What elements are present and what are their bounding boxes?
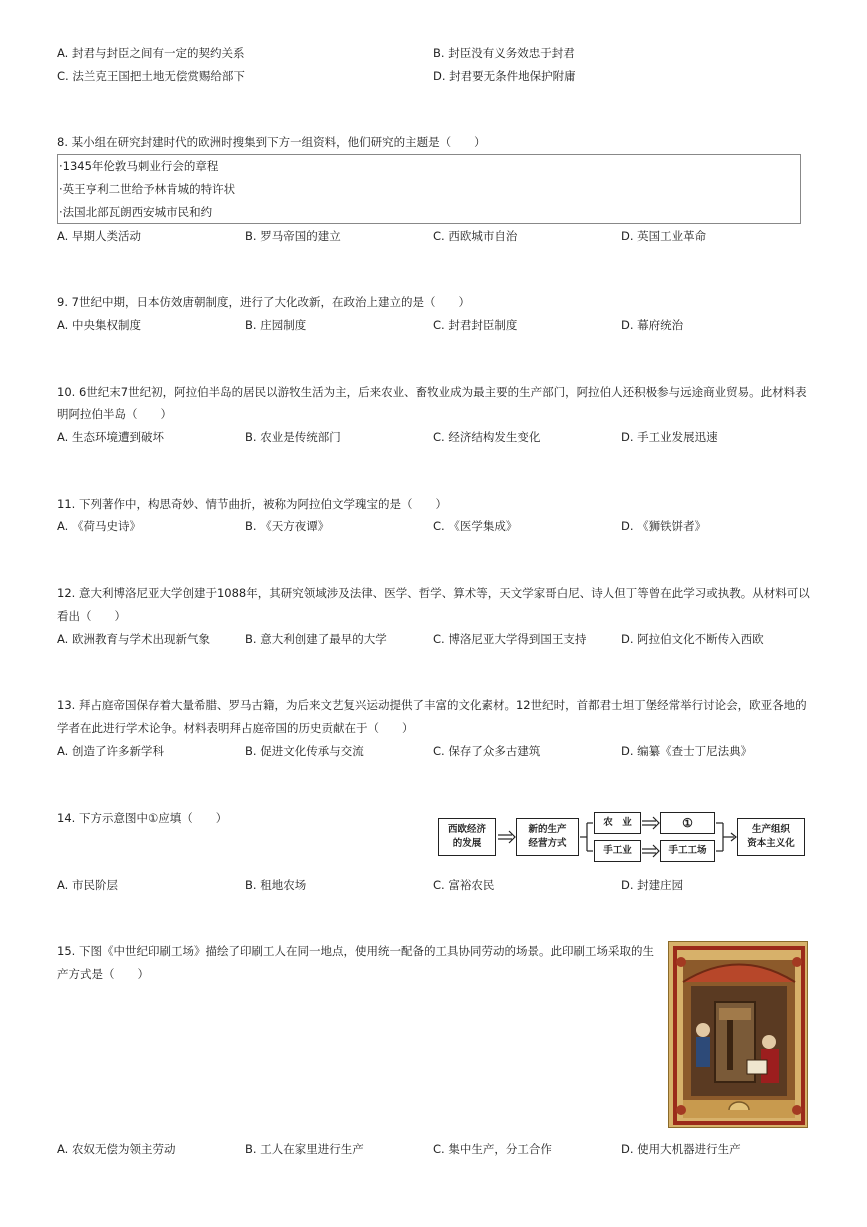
q8-material-3: ·法国北部瓦朗西安城市民和约 bbox=[59, 205, 213, 219]
q15-stem-line1: 15. 下图《中世纪印刷工场》描绘了印刷工人在同一地点，使用统一配备的工具协同劳动的场景。此印刷工场采取的生 bbox=[57, 944, 654, 958]
q10-stem-line2: 明阿拉伯半岛（ ） bbox=[57, 407, 172, 421]
flow-box-agriculture: 农 业 bbox=[594, 812, 641, 834]
q10-stem-line1: 10. 6世纪末7世纪初，阿拉伯半岛的居民以游牧生活为主，后来农业、畜牧业成为最主要的生产部门，阿拉伯人还积极参与远途商业贸易。此材料表 bbox=[57, 385, 807, 399]
q15-option-c: C. 集中生产，分工合作 bbox=[433, 1142, 552, 1156]
q7-option-b: B. 封臣没有义务效忠于封君 bbox=[433, 46, 575, 60]
q11-stem: 11. 下列著作中，构思奇妙、情节曲折，被称为阿拉伯文学瑰宝的是（ ） bbox=[57, 497, 447, 511]
flow-box-economy-line2: 的发展 bbox=[452, 838, 482, 849]
bracket-arrow-icon bbox=[580, 823, 593, 851]
flow-box-new-methods-line1: 新的生产 bbox=[528, 824, 567, 835]
q9-option-a: A. 中央集权制度 bbox=[57, 318, 141, 332]
q10-option-c: C. 经济结构发生变化 bbox=[433, 430, 541, 444]
q15-stem-line2: 产方式是（ ） bbox=[57, 967, 149, 981]
q12-option-d: D. 阿拉伯文化不断传入西欧 bbox=[621, 632, 764, 646]
q12-stem-line1: 12. 意大利博洛尼亚大学创建于1088年，其研究领域涉及法律、医学、哲学、算术等，天文学家哥白尼、诗人但丁等曾在此学习或执教。从材料可以 bbox=[57, 586, 810, 600]
medieval-printing-workshop-image bbox=[668, 941, 808, 1128]
q13-option-a: A. 创造了许多新学科 bbox=[57, 744, 164, 758]
q11-option-b: B. 《天方夜谭》 bbox=[245, 519, 330, 533]
q8-material-2: ·英王亨利二世给予林肯城的特许状 bbox=[59, 182, 236, 196]
q9-stem: 9. 7世纪中期，日本仿效唐朝制度，进行了大化改新，在政治上建立的是（ ） bbox=[57, 295, 470, 309]
q15-option-a: A. 农奴无偿为领主劳动 bbox=[57, 1142, 176, 1156]
q13-option-b: B. 促进文化传承与交流 bbox=[245, 744, 364, 758]
q7-option-c: C. 法兰克王国把土地无偿赏赐给部下 bbox=[57, 69, 245, 83]
q14-option-d: D. 封建庄园 bbox=[621, 878, 684, 892]
flow-box-economy-line1: 西欧经济 bbox=[447, 824, 486, 835]
q11-option-d: D. 《狮铁饼者》 bbox=[621, 519, 707, 533]
flow-box-blank-1: ① bbox=[660, 812, 715, 834]
flow-box-handicraft: 手工业 bbox=[594, 840, 641, 862]
flow-box-workshop: 手工工场 bbox=[660, 840, 715, 862]
q9-option-d: D. 幕府统治 bbox=[621, 318, 684, 332]
printing-workshop-illustration bbox=[669, 942, 808, 1128]
q7-option-a: A. 封君与封臣之间有一定的契约关系 bbox=[57, 46, 245, 60]
q14-stem: 14. 下方示意图中①应填（ ） bbox=[57, 811, 228, 825]
q14-option-c: C. 富裕农民 bbox=[433, 878, 495, 892]
q12-stem-line2: 看出（ ） bbox=[57, 609, 126, 623]
q8-option-b: B. 罗马帝国的建立 bbox=[245, 229, 341, 243]
q8-material-1: ·1345年伦敦马刺业行会的章程 bbox=[59, 159, 219, 173]
q8-option-d: D. 英国工业革命 bbox=[621, 229, 707, 243]
q14-option-a: A. 市民阶层 bbox=[57, 878, 118, 892]
q9-option-b: B. 庄园制度 bbox=[245, 318, 307, 332]
q10-option-a: A. 生态环境遭到破坏 bbox=[57, 430, 164, 444]
q15-option-d: D. 使用大机器进行生产 bbox=[621, 1142, 741, 1156]
q10-option-b: B. 农业是传统部门 bbox=[245, 430, 341, 444]
q12-option-b: B. 意大利创建了最早的大学 bbox=[245, 632, 387, 646]
q11-option-a: A. 《荷马史诗》 bbox=[57, 519, 141, 533]
q12-option-c: C. 博洛尼亚大学得到国王支持 bbox=[433, 632, 587, 646]
q13-stem-line1: 13. 拜占庭帝国保存着大量希腊、罗马古籍，为后来文艺复兴运动提供了丰富的文化素材。12世纪时，首都君士坦丁堡经常举行讨论会，欧亚各地的 bbox=[57, 698, 807, 712]
q13-option-c: C. 保存了众多古建筑 bbox=[433, 744, 541, 758]
q12-option-a: A. 欧洲教育与学术出现新气象 bbox=[57, 632, 210, 646]
q13-option-d: D. 编纂《查士丁尼法典》 bbox=[621, 744, 753, 758]
q9-option-c: C. 封君封臣制度 bbox=[433, 318, 518, 332]
q11-option-c: C. 《医学集成》 bbox=[433, 519, 518, 533]
flow-arrows bbox=[430, 805, 820, 870]
flow-box-new-methods-line2: 经营方式 bbox=[528, 838, 567, 849]
bracket-arrow-icon bbox=[716, 823, 736, 851]
q10-option-d: D. 手工业发展迅速 bbox=[621, 430, 718, 444]
double-arrow-icon bbox=[642, 817, 659, 857]
q8-materials-box bbox=[57, 154, 801, 224]
q8-option-a: A. 早期人类活动 bbox=[57, 229, 141, 243]
q8-option-c: C. 西欧城市自治 bbox=[433, 229, 518, 243]
q8-stem: 8. 某小组在研究封建时代的欧洲时搜集到下方一组资料，他们研究的主题是（ ） bbox=[57, 135, 486, 149]
q14-option-b: B. 租地农场 bbox=[245, 878, 307, 892]
double-arrow-icon bbox=[498, 831, 515, 843]
q15-option-b: B. 工人在家里进行生产 bbox=[245, 1142, 364, 1156]
q7-option-d: D. 封君要无条件地保护附庸 bbox=[433, 69, 576, 83]
q13-stem-line2: 学者在此进行学术论争。材料表明拜占庭帝国的历史贡献在于（ ） bbox=[57, 721, 414, 735]
flow-box-capitalist-line1: 生产组织 bbox=[751, 824, 790, 835]
flow-box-capitalist-line2: 资本主义化 bbox=[747, 838, 795, 849]
